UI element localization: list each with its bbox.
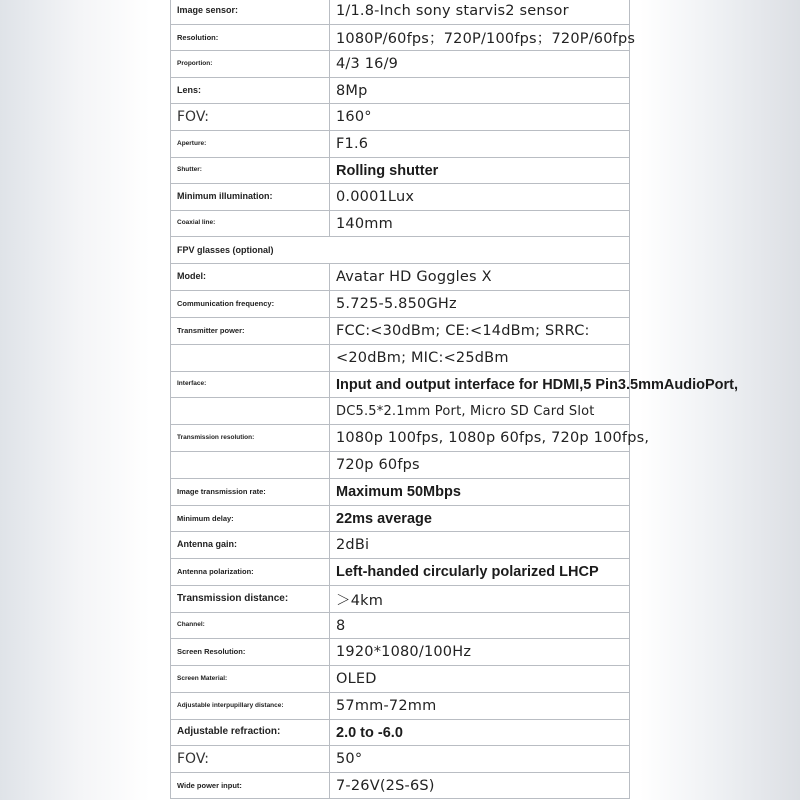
spec-row-transmission-resolution-cont <box>171 452 630 479</box>
spec-row-power-input <box>171 773 630 799</box>
spec-label: Resolution: <box>171 25 330 51</box>
spec-label: FOV: <box>171 104 330 131</box>
spec-label: Antenna polarization: <box>171 559 330 586</box>
spec-row-model <box>171 264 630 291</box>
spec-row-fov <box>171 104 630 131</box>
spec-row-communication-frequency <box>171 291 630 318</box>
spec-row-refraction <box>171 720 630 746</box>
spec-label: Minimum illumination: <box>171 184 330 211</box>
spec-label: Interface: <box>171 372 330 398</box>
spec-label: Shutter: <box>171 158 330 184</box>
spec-row-interpupillary-distance <box>171 693 630 720</box>
spec-row-screen-resolution <box>171 639 630 666</box>
spec-row-coaxial-line <box>171 211 630 237</box>
spec-row-aperture <box>171 131 630 158</box>
spec-label: FOV: <box>171 746 330 773</box>
spec-row-interface-cont <box>171 398 630 425</box>
spec-value: ＞4km <box>330 586 630 613</box>
spec-value: 0.0001Lux <box>330 184 630 211</box>
spec-row-minimum-delay <box>171 506 630 532</box>
spec-table <box>170 0 738 799</box>
spec-label: Coaxial line: <box>171 211 330 237</box>
spec-value: 57mm-72mm <box>330 693 630 720</box>
spec-row-transmitter-power <box>171 318 630 345</box>
spec-row-proportion <box>171 51 630 78</box>
spec-value: 4/3 16/9 <box>330 51 630 78</box>
spec-row-min-illumination <box>171 184 630 211</box>
spec-row-transmission-resolution <box>171 425 630 452</box>
spec-row-fov-goggles <box>171 746 630 773</box>
spec-label: Proportion: <box>171 51 330 78</box>
spec-value: 2dBi <box>330 532 630 559</box>
spec-label: Communication frequency: <box>171 291 330 318</box>
spec-value: 2.0 to -6.0 <box>330 720 630 746</box>
spec-row-antenna-gain <box>171 532 630 559</box>
section-heading: FPV glasses (optional) <box>171 237 630 264</box>
spec-label: Channel: <box>171 613 330 639</box>
spec-label: Adjustable refraction: <box>171 720 330 746</box>
spec-value: 8 <box>330 613 630 639</box>
spec-label: Antenna gain: <box>171 532 330 559</box>
spec-row-transmitter-power-cont <box>171 345 630 372</box>
spec-value: 50° <box>330 746 630 773</box>
spec-row-channel <box>171 613 630 639</box>
spec-label: Wide power input: <box>171 773 330 799</box>
spec-label: Image sensor: <box>171 0 330 25</box>
spec-value: 22ms average <box>330 506 630 532</box>
spec-value-line-2: DC5.5*2.1mm Port, Micro SD Card Slot <box>330 398 630 425</box>
spec-label: Image transmission rate: <box>171 479 330 506</box>
spec-label: Screen Material: <box>171 666 330 693</box>
spec-value: Avatar HD Goggles X <box>330 264 630 291</box>
spec-value: OLED <box>330 666 630 693</box>
spec-value-line-1: 1080p 100fps, 1080p 60fps, 720p 100fps, <box>330 425 630 452</box>
spec-value: Rolling shutter <box>330 158 630 184</box>
spec-row-resolution <box>171 25 630 51</box>
spec-label: Aperture: <box>171 131 330 158</box>
spec-row-screen-material <box>171 666 630 693</box>
spec-label: Model: <box>171 264 330 291</box>
spec-label: Screen Resolution: <box>171 639 330 666</box>
spec-value: 1920*1080/100Hz <box>330 639 630 666</box>
spec-label-empty <box>171 345 330 372</box>
spec-label: Lens: <box>171 78 330 104</box>
spec-value: 160° <box>330 104 630 131</box>
spec-label: Adjustable interpupillary distance: <box>171 693 330 720</box>
spec-section-fpv-glasses <box>171 237 630 264</box>
spec-value: F1.6 <box>330 131 630 158</box>
spec-label: Transmitter power: <box>171 318 330 345</box>
spec-value: Maximum 50Mbps <box>330 479 630 506</box>
spec-value: 140mm <box>330 211 630 237</box>
spec-row-shutter <box>171 158 630 184</box>
spec-value-line-1: FCC:<30dBm; CE:<14dBm; SRRC: <box>330 318 630 345</box>
spec-label-empty <box>171 398 330 425</box>
spec-row-antenna-polarization <box>171 559 630 586</box>
spec-value-line-1: Input and output interface for HDMI,5 Pin3.5mmAudioPort, <box>330 372 630 398</box>
spec-value: 1/1.8-Inch sony starvis2 sensor <box>330 0 630 25</box>
spec-row-lens <box>171 78 630 104</box>
spec-value: 1080P/60fps；720P/100fps；720P/60fps <box>330 25 630 51</box>
spec-row-image-sensor <box>171 0 630 25</box>
spec-row-interface <box>171 372 630 398</box>
spec-value: Left-handed circularly polarized LHCP <box>330 559 630 586</box>
spec-label-empty <box>171 452 330 479</box>
spec-label: Transmission distance: <box>171 586 330 613</box>
spec-value: 8Mp <box>330 78 630 104</box>
spec-label: Transmission resolution: <box>171 425 330 452</box>
spec-row-image-transmission-rate <box>171 479 630 506</box>
spec-label: Minimum delay: <box>171 506 330 532</box>
spec-row-transmission-distance <box>171 586 630 613</box>
spec-value-line-2: 720p 60fps <box>330 452 630 479</box>
spec-value: 7-26V(2S-6S) <box>330 773 630 799</box>
spec-value-line-2: <20dBm; MIC:<25dBm <box>330 345 630 372</box>
spec-value: 5.725-5.850GHz <box>330 291 630 318</box>
